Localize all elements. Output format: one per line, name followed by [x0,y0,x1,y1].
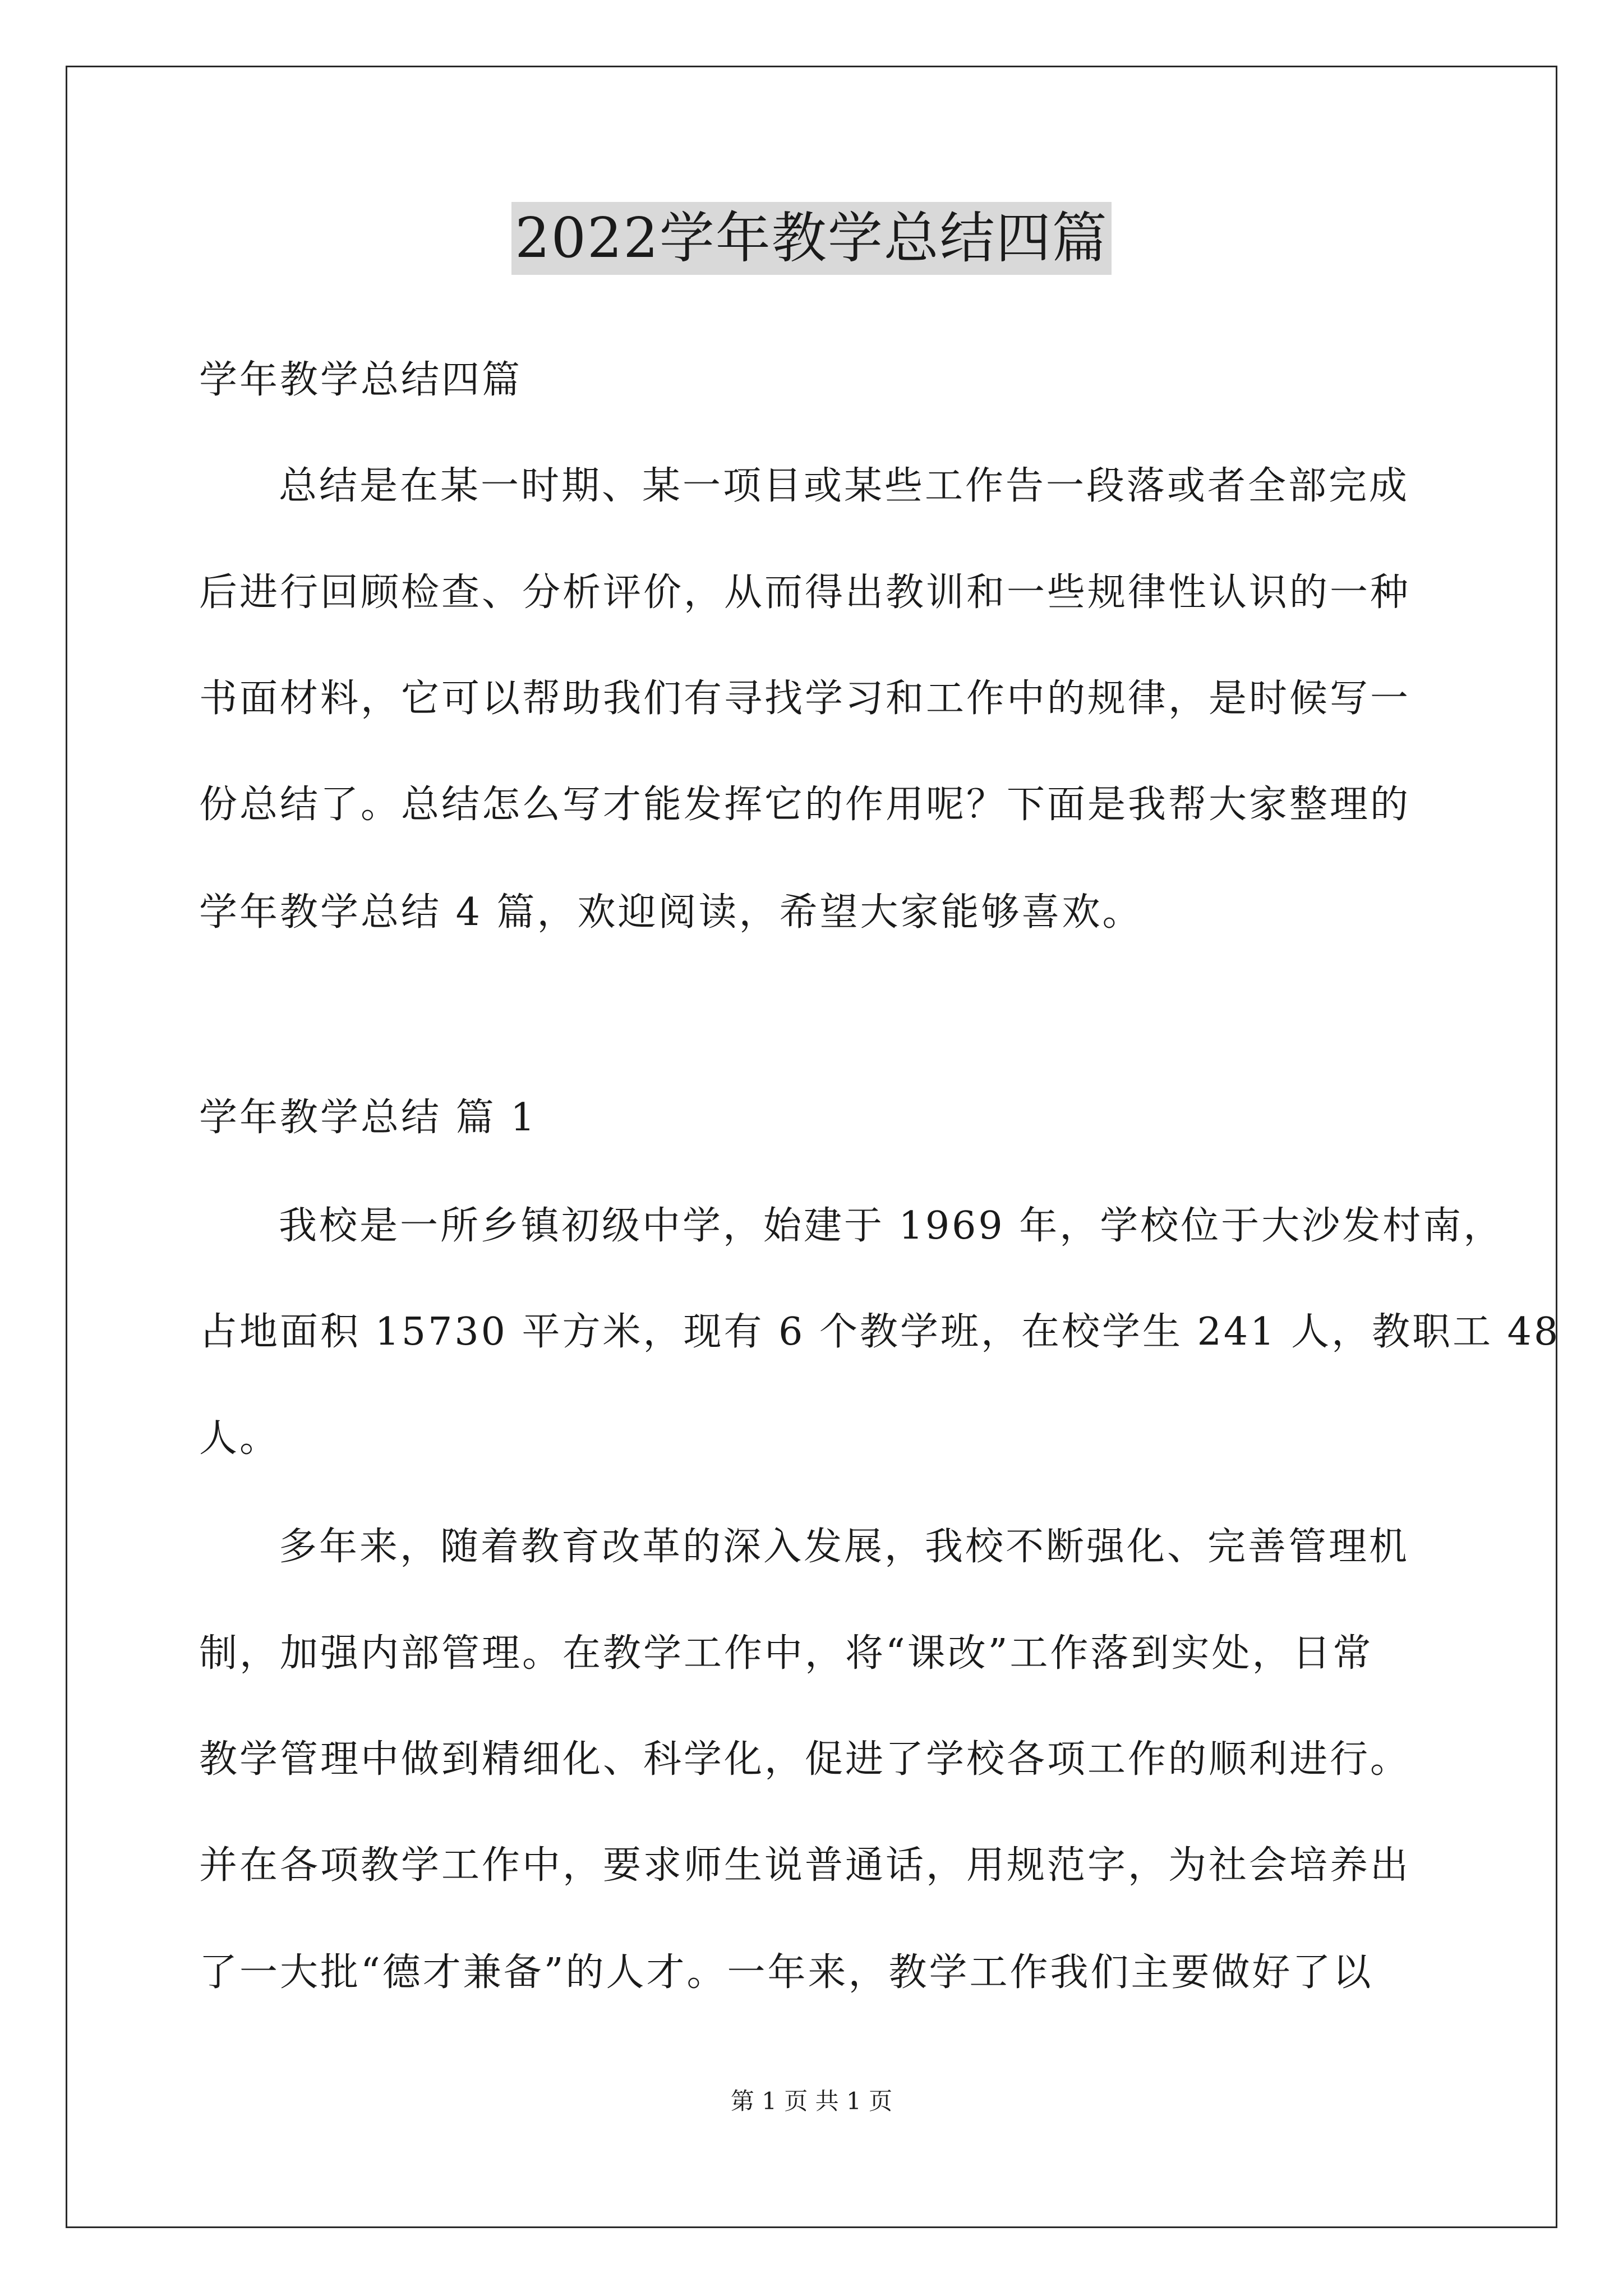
section-heading: 学年教学总结 篇 1 [199,1096,537,1140]
para1-line-3: 人。 [199,1416,280,1461]
intro-line-4: 份总结了。总结怎么写才能发挥它的作用呢？下面是我帮大家整理的 [199,783,1411,827]
intro-line-3: 书面材料，它可以帮助我们有寻找学习和工作中的规律，是时候写一 [199,677,1411,721]
para2-line-3: 教学管理中做到精细化、科学化，促进了学校各项工作的顺利进行。 [199,1737,1411,1782]
para2-line-2: 制，加强内部管理。在教学工作中，将“课改”工作落到实处，日常 [199,1631,1373,1676]
intro-line-5: 学年教学总结 4 篇，欢迎阅读，希望大家能够喜欢。 [199,890,1143,935]
para2-line-1: 多年来，随着教育改革的深入发展，我校不断强化、完善管理机 [279,1525,1410,1569]
title-container [0,202,1623,275]
para2-line-5: 了一大批“德才兼备”的人才。一年来，教学工作我们主要做好了以 [199,1950,1373,1995]
intro-line-1: 总结是在某一时期、某一项目或某些工作告一段落或者全部完成 [279,464,1410,508]
document-title: 2022学年教学总结四篇 [511,202,1111,275]
document-subtitle: 学年教学总结四篇 [199,358,523,402]
para2-line-4: 并在各项教学工作中，要求师生说普通话，用规范字，为社会培养出 [199,1843,1411,1888]
para1-line-1: 我校是一所乡镇初级中学，始建于 1969 年，学校位于大沙发村南， [279,1204,1504,1248]
intro-line-2: 后进行回顾检查、分析评价，从而得出教训和一些规律性认识的一种 [199,570,1411,615]
page-number: 第 1 页 共 1 页 [730,2087,893,2115]
para1-line-2: 占地面积 15730 平方米，现有 6 个教学班，在校学生 241 人，教职工 48 [199,1310,1561,1354]
